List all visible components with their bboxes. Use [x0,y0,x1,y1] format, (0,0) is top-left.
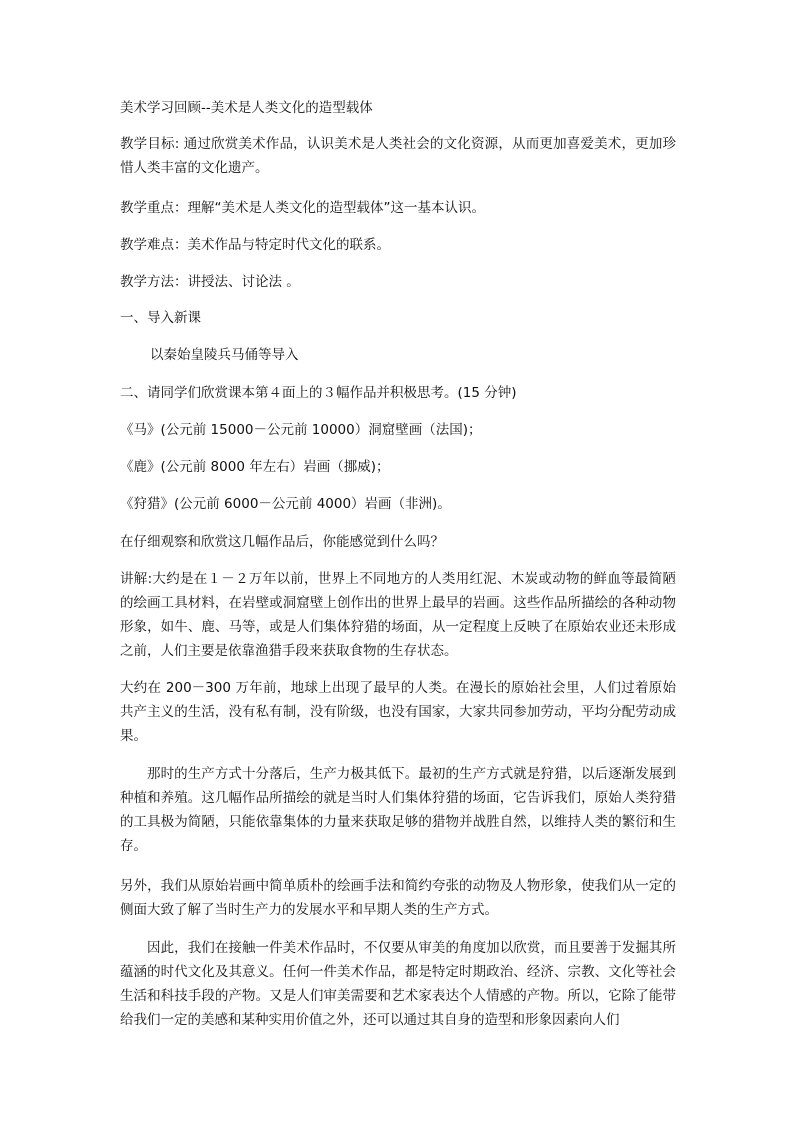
teaching-difficulty: 教学难点：美术作品与特定时代文化的联系。 [120,237,390,253]
conclusion-paragraph: 因此，我们在接触一件美术作品时，不仅要从审美的角度加以欣赏，而且要善于发掘其所蕴涵的时代文化及其意义。任何一件美术作品，都是特定时期政治、经济、宗教、文化等社会生活和科技手段的产物。又是人们审美需要和艺术家表达个人情感的产物。所以，它除了能带给我们一定的美感和某种实用价值之外，还可以通过其自身的造型和形象因素向人们 [120,940,676,1028]
section-heading-intro: 一、导入新课 [120,310,201,326]
section-intro-text: 以秦始皇陵兵马俑等导入 [150,347,299,363]
history-paragraph: 大约在 200－300 万年前，地球上出现了最早的人类。在漫长的原始社会里，人们过着原始共产主义的生活，没有私有制，没有阶级，也没有国家，大家共同参加劳动，平均分配劳动成果。 [120,680,676,744]
section-heading-appreciation: 二、请同学们欣赏课本第４面上的３幅作品并积极思考。(15 分钟) [120,385,517,401]
discussion-question: 在仔细观察和欣赏这几幅作品后，你能感觉到什么吗？ [120,534,444,550]
teaching-objective: 教学目标: 通过欣赏美术作品，认识美术是人类社会的文化资源，从而更加喜爱美术，更加珍惜人类丰富的文化遗产。 [120,136,676,176]
rock-art-paragraph: 另外，我们从原始岩画中简单质朴的绘画手法和简约夸张的动物及人物形象，使我们从一定的侧面大致了解了当时生产力的发展水平和早期人类的生产方式。 [120,878,676,918]
artwork-item-hunting: 《狩猎》(公元前 6000－公元前 4000）岩画（非洲)。 [120,496,451,512]
document-title: 美术学习回顾--美术是人类文化的造型载体 [120,100,373,116]
artwork-item-deer: 《鹿》(公元前 8000 年左右）岩画（挪威)； [120,459,390,475]
production-paragraph: 那时的生产方式十分落后，生产力极其低下。最初的生产方式就是狩猎，以后逐渐发展到种植和养殖。这几幅作品所描绘的就是当时人们集体狩猎的场面，它告诉我们，原始人类狩猎的工具极为简陋，只能依靠集体的力量来获取足够的猎物并战胜自然，以维持人类的繁衍和生存。 [120,766,676,854]
teaching-key-point: 教学重点：理解“美术是人类文化的造型载体”这一基本认识。 [120,200,485,216]
artwork-item-horse: 《马》(公元前 15000－公元前 10000）洞窟壁画（法国)； [120,422,482,438]
teaching-method: 教学方法：讲授法、讨论法 。 [120,274,300,290]
explanation-paragraph: 讲解:大约是在１－２万年以前，世界上不同地方的人类用红泥、木炭或动物的鲜血等最简陋的绘画工具材料，在岩壁或洞窟壁上创作出的世界上最早的岩画。这些作品所描绘的各种动物形象，如牛、鹿、马等，或是人们集体狩猎的场面，从一定程度上反映了在原始农业还未形成之前，人们主要是依靠渔猎手段来获取食物的生存状态。 [120,571,676,659]
